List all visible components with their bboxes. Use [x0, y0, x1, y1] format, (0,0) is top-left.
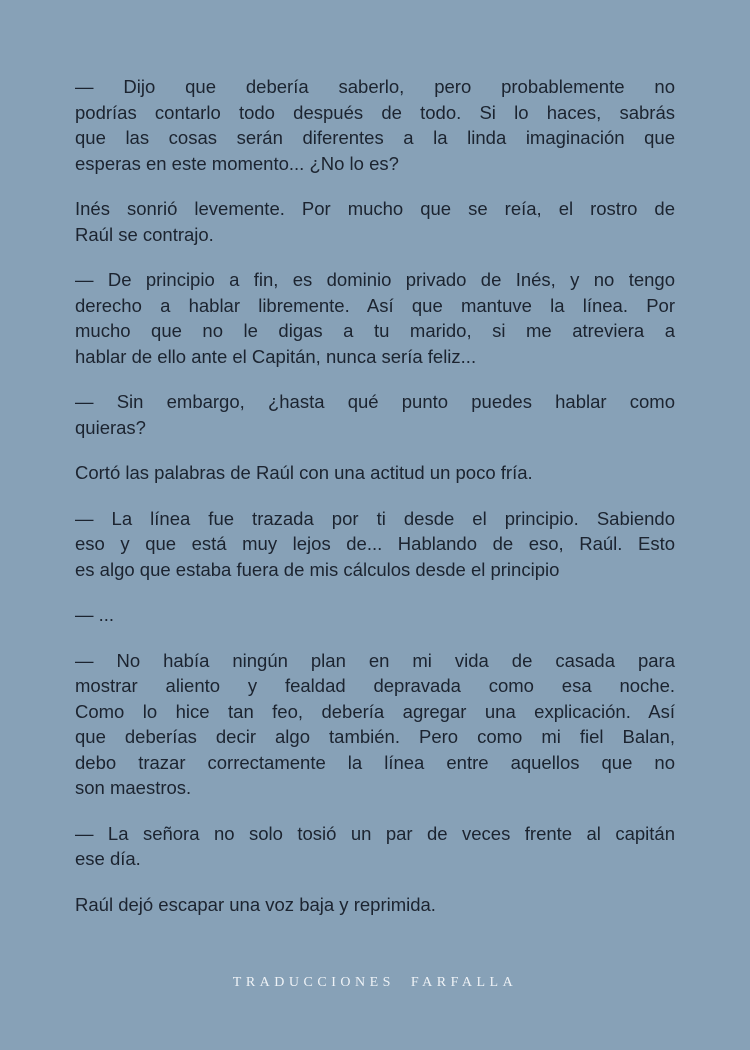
text-line: es algo que estaba fuera de mis cálculos desde el principio	[75, 558, 560, 580]
text-line: quieras?	[75, 416, 146, 438]
text-line: hablar de ello ante el Capitán, nunca sería feliz...	[75, 345, 477, 367]
text-line: mucho que no le digas a tu marido, si me atreviera a	[75, 320, 675, 341]
paragraph	[75, 821, 675, 872]
text-line: esperas en este momento... ¿No lo es?	[75, 152, 399, 174]
paragraph	[75, 506, 675, 583]
paragraph	[75, 196, 675, 247]
text-line: Inés sonrió levemente. Por mucho que se reía, el rostro de	[75, 198, 675, 219]
text-line: que las cosas serán diferentes a la linda imaginación que	[75, 127, 675, 148]
text-line: — No había ningún plan en mi vida de casada para	[75, 649, 675, 671]
text-line: son maestros.	[75, 777, 192, 798]
text-line: — Dijo que debería saberlo, pero probablemente no	[75, 76, 675, 97]
text-line: — De principio a fin, es dominio privado de Inés, y no tengo	[75, 269, 675, 290]
text-line: podrías contarlo todo después de todo. Si lo haces, sabrás	[75, 101, 675, 123]
paragraph	[75, 389, 675, 440]
text-line: ese día.	[75, 848, 141, 869]
paragraph	[75, 892, 675, 918]
paragraph	[75, 267, 675, 369]
text-line: Raúl se contrajo.	[75, 223, 214, 245]
text-line: Raúl dejó escapar una voz baja y reprimida.	[75, 893, 436, 915]
text-line: — Sin embargo, ¿hasta qué punto puedes hablar como	[75, 391, 675, 412]
text-line: — La señora no solo tosió un par de veces frente al capitán	[75, 822, 675, 844]
text-line: eso y que está muy lejos de... Hablando de eso, Raúl. Esto	[75, 533, 675, 554]
text-line: debo trazar correctamente la línea entre aquellos que no	[75, 751, 675, 773]
paragraph	[75, 74, 675, 176]
text-line: Cortó las palabras de Raúl con una actitud un poco fría.	[75, 462, 533, 483]
paragraph	[75, 460, 675, 486]
text-line: — ...	[75, 604, 115, 625]
paragraph	[75, 648, 675, 801]
paragraph	[75, 602, 675, 628]
text-line: mostrar aliento y fealdad depravada como esa noche.	[75, 675, 675, 696]
text-line: Como lo hice tan feo, debería agregar una explicación. Así	[75, 700, 675, 722]
text-line: que deberías decir algo también. Pero como mi fiel Balan,	[75, 726, 675, 747]
text-line: derecho a hablar libremente. Así que mantuve la línea. Por	[75, 294, 675, 316]
footer-credit: TRADUCCIONES FARFALLA	[232, 975, 518, 990]
page-body	[75, 74, 675, 937]
text-line: — La línea fue trazada por ti desde el principio. Sabiendo	[75, 507, 675, 529]
